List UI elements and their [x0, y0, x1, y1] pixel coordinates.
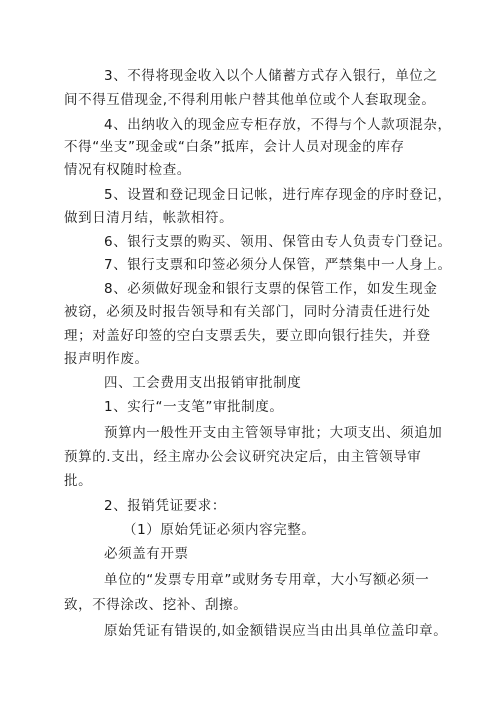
seal-rule-line-1: 单位的“发票专用章”或财务专用章，大小写额必须一: [104, 572, 430, 588]
rule-4-line-1: 4、出纳收入的现金应专柜存放，不得与个人款项混杂，: [104, 117, 452, 133]
rule-8-line-1: 8、必须做好现金和银行支票的保管工作，如发生现金: [104, 281, 438, 297]
item-1-body-line-1: 预算内一般性开支由主管领导审批；大项支出、须追加: [104, 425, 443, 441]
rule-4-line-2: 不得“坐支”现金或“白条”抵库，会计人员对现金的库存: [64, 139, 405, 155]
item-1-body-line-3: 批。: [64, 473, 93, 489]
section-heading: 四、工会费用支出报销审批制度: [104, 375, 302, 391]
invoice-note-line: 必须盖有开票: [104, 546, 189, 562]
rule-8-line-3: 理；对盖好印签的空白支票丢失，要立即向银行挂失，并登: [64, 328, 431, 344]
rule-5-line-2: 做到日清月结，帐款相符。: [64, 210, 234, 226]
rule-7-line-1: 7、银行支票和印签必须分人保管，严禁集中一人身上。: [104, 257, 452, 273]
error-rule-line: 原始凭证有错误的,如金额错误应当由出具单位盖印章。: [104, 623, 448, 639]
item-2-heading: 2、报销凭证要求：: [104, 498, 226, 514]
rule-3-line-1: 3、不得将现金收入以个人储蓄方式存入银行，单位之: [104, 68, 438, 84]
item-1-heading: 1、实行“一支笔”审批制度。: [104, 399, 284, 415]
seal-rule-line-2: 致，不得涂改、挖补、刮擦。: [64, 597, 248, 613]
rule-8-line-4: 报声明作废。: [64, 351, 149, 367]
rule-4-line-3: 情况有权随时检查。: [64, 162, 191, 178]
rule-6-line-1: 6、银行支票的购买、领用、保管由专人负责专门登记。: [104, 234, 452, 250]
item-2-1-line: （1）原始凭证必须内容完整。: [123, 522, 316, 538]
rule-5-line-1: 5、设置和登记现金日记帐，进行库存现金的序时登记，: [104, 187, 452, 203]
rule-8-line-2: 被窃，必须及时报告领导和有关部门，同时分清责任进行处: [64, 304, 431, 320]
item-1-body-line-2: 预算的.支出，经主席办公会议研究决定后，由主管领导审: [64, 449, 422, 465]
rule-3-line-2: 间不得互借现金,不得利用帐户替其他单位或个人套取现金。: [64, 92, 436, 108]
